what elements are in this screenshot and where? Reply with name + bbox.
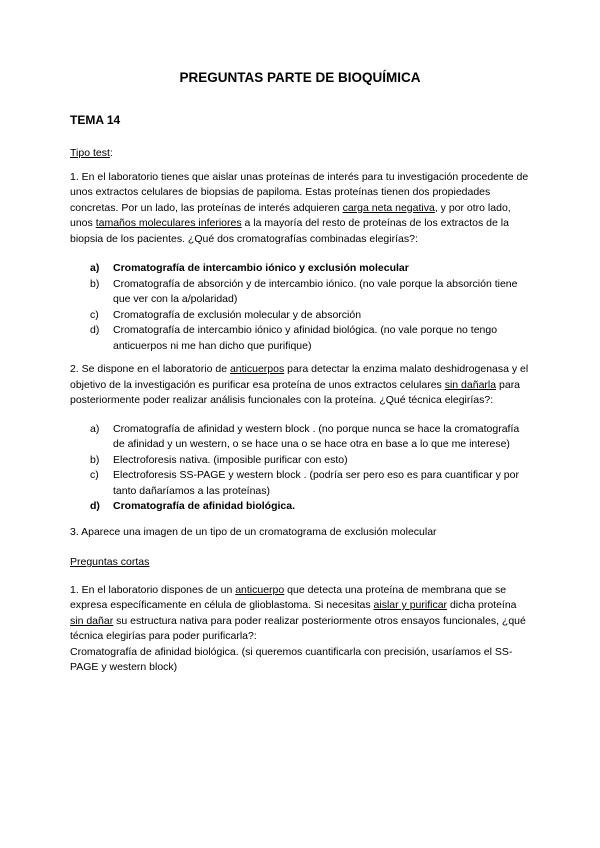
option-text: Electroforesis nativa. (imposible purificar con esto) [113, 453, 348, 466]
q1-option-d [70, 323, 530, 354]
q1-intro-segment: 1. En el laboratorio tienes que aislar unas proteínas de interés para tu investigación procedente de unos extractos celulares de biopsias de papiloma. Estas proteínas tienen dos propiedades concretas. Por un lado, las proteínas de interés adquieren [70, 170, 529, 214]
q1-option-b [70, 277, 530, 308]
q2-intro-segment: para detectar la enzima malato deshidrogenasa y el objetivo de la investigación es purificar esa proteína de unos extractos celulares [70, 363, 529, 391]
q1-option-c [70, 308, 530, 324]
short-q1-underlined-sin-danar: sin dañar [70, 614, 114, 627]
option-text: Cromatografía de afinidad y western block . (no porque nunca se hace la cromatografía de afinidad y un western, o se hace una o se hace otra en base a lo que me interese) [113, 422, 520, 450]
option-marker: d) [90, 324, 100, 336]
section-heading-tema-14: TEMA 14 [70, 113, 121, 127]
short-q1-intro-segment: dicha proteína [447, 599, 517, 611]
short-q1-underlined-aislar-y-purificar: aislar y purificar [373, 599, 448, 611]
option-marker: c) [90, 308, 99, 321]
q2-intro-segment: para posteriormente poder realizar análisis funcionales con la proteína. ¿Qué técnica elegirías?: [70, 378, 521, 406]
option-text: Electroforesis SS-PAGE y western block . (podría ser pero eso es para cuantificar y por tanto dañaríamos a las proteínas) [113, 469, 519, 497]
q2-option-a [70, 422, 530, 453]
short-q1-intro-segment: que detecta una proteína de membrana que se expresa específicamente en célula de glioblastoma. Si necesitas [70, 583, 507, 611]
tipo-test-label: Tipo test [70, 147, 110, 159]
option-marker: a) [90, 262, 100, 274]
option-text: Cromatografía de intercambio iónico y afinidad biológica. (no vale porque no tengo anticuerpos ni me han dicho que purifique) [113, 324, 498, 352]
question-2-options [70, 422, 530, 515]
q2-underlined-anticuerpos: anticuerpos [229, 363, 285, 375]
preguntas-cortas-label: Preguntas cortas [70, 556, 150, 568]
q2-underlined-sin-danarla: sin dañarla [444, 378, 497, 391]
question-2-text [70, 362, 530, 409]
tipo-test-colon: : [109, 147, 113, 159]
q1-underlined-carga-neta-negativa: carga neta negativa [342, 201, 435, 214]
question-1-text [70, 170, 530, 248]
short-question-1 [70, 583, 530, 676]
option-marker: b) [90, 453, 100, 466]
short-q1-intro-segment: su estructura nativa para poder realizar posteriormente otros ensayos funcionales, ¿qué técnica elegirías para poder purificarla?: [70, 614, 526, 642]
option-text: Cromatografía de absorción y de intercambio iónico. (no vale porque la absorción tiene que ver con la a/polaridad) [113, 277, 518, 305]
option-text: Cromatografía de intercambio iónico y exclusión molecular [113, 262, 409, 274]
option-text: Cromatografía de exclusión molecular y de absorción [113, 308, 362, 321]
short-q1-answer: Cromatografía de afinidad biológica. (si queremos cuantificarla con precisión, usaríamos el SS-PAGE y western block) [70, 645, 513, 673]
option-marker: b) [90, 277, 100, 290]
subsection-heading-preguntas-cortas [70, 555, 530, 571]
subsection-heading-tipo-test [70, 146, 530, 162]
q1-intro-segment: , y por otro lado, unos [70, 201, 511, 229]
question-3-text: 3. Aparece una imagen de un tipo de un cromatograma de exclusión molecular [70, 525, 437, 538]
q2-option-b [70, 453, 530, 469]
option-text: Cromatografía de afinidad biológica. [113, 500, 296, 512]
option-marker: a) [90, 422, 100, 435]
q1-underlined-tamanos-moleculares: tamaños moleculares inferiores [95, 217, 242, 229]
q1-option-a [70, 261, 530, 277]
short-q1-intro-segment: 1. En el laboratorio dispones de un [70, 583, 236, 596]
q2-option-c [70, 468, 530, 499]
q2-intro-segment: 2. Se dispone en el laboratorio de [70, 363, 230, 375]
question-1-options [70, 261, 530, 354]
q2-option-d [70, 499, 530, 515]
q1-intro-segment: a la mayoría del resto de proteínas de los extractos de la biopsia de los pacientes. ¿Qué dos cromatografías combinadas elegirías?: [70, 217, 509, 245]
option-marker: d) [90, 500, 100, 512]
option-marker: c) [90, 469, 99, 481]
page-title: PREGUNTAS PARTE DE BIOQUÍMICA [179, 70, 421, 85]
short-q1-underlined-anticuerpo: anticuerpo [235, 583, 285, 596]
